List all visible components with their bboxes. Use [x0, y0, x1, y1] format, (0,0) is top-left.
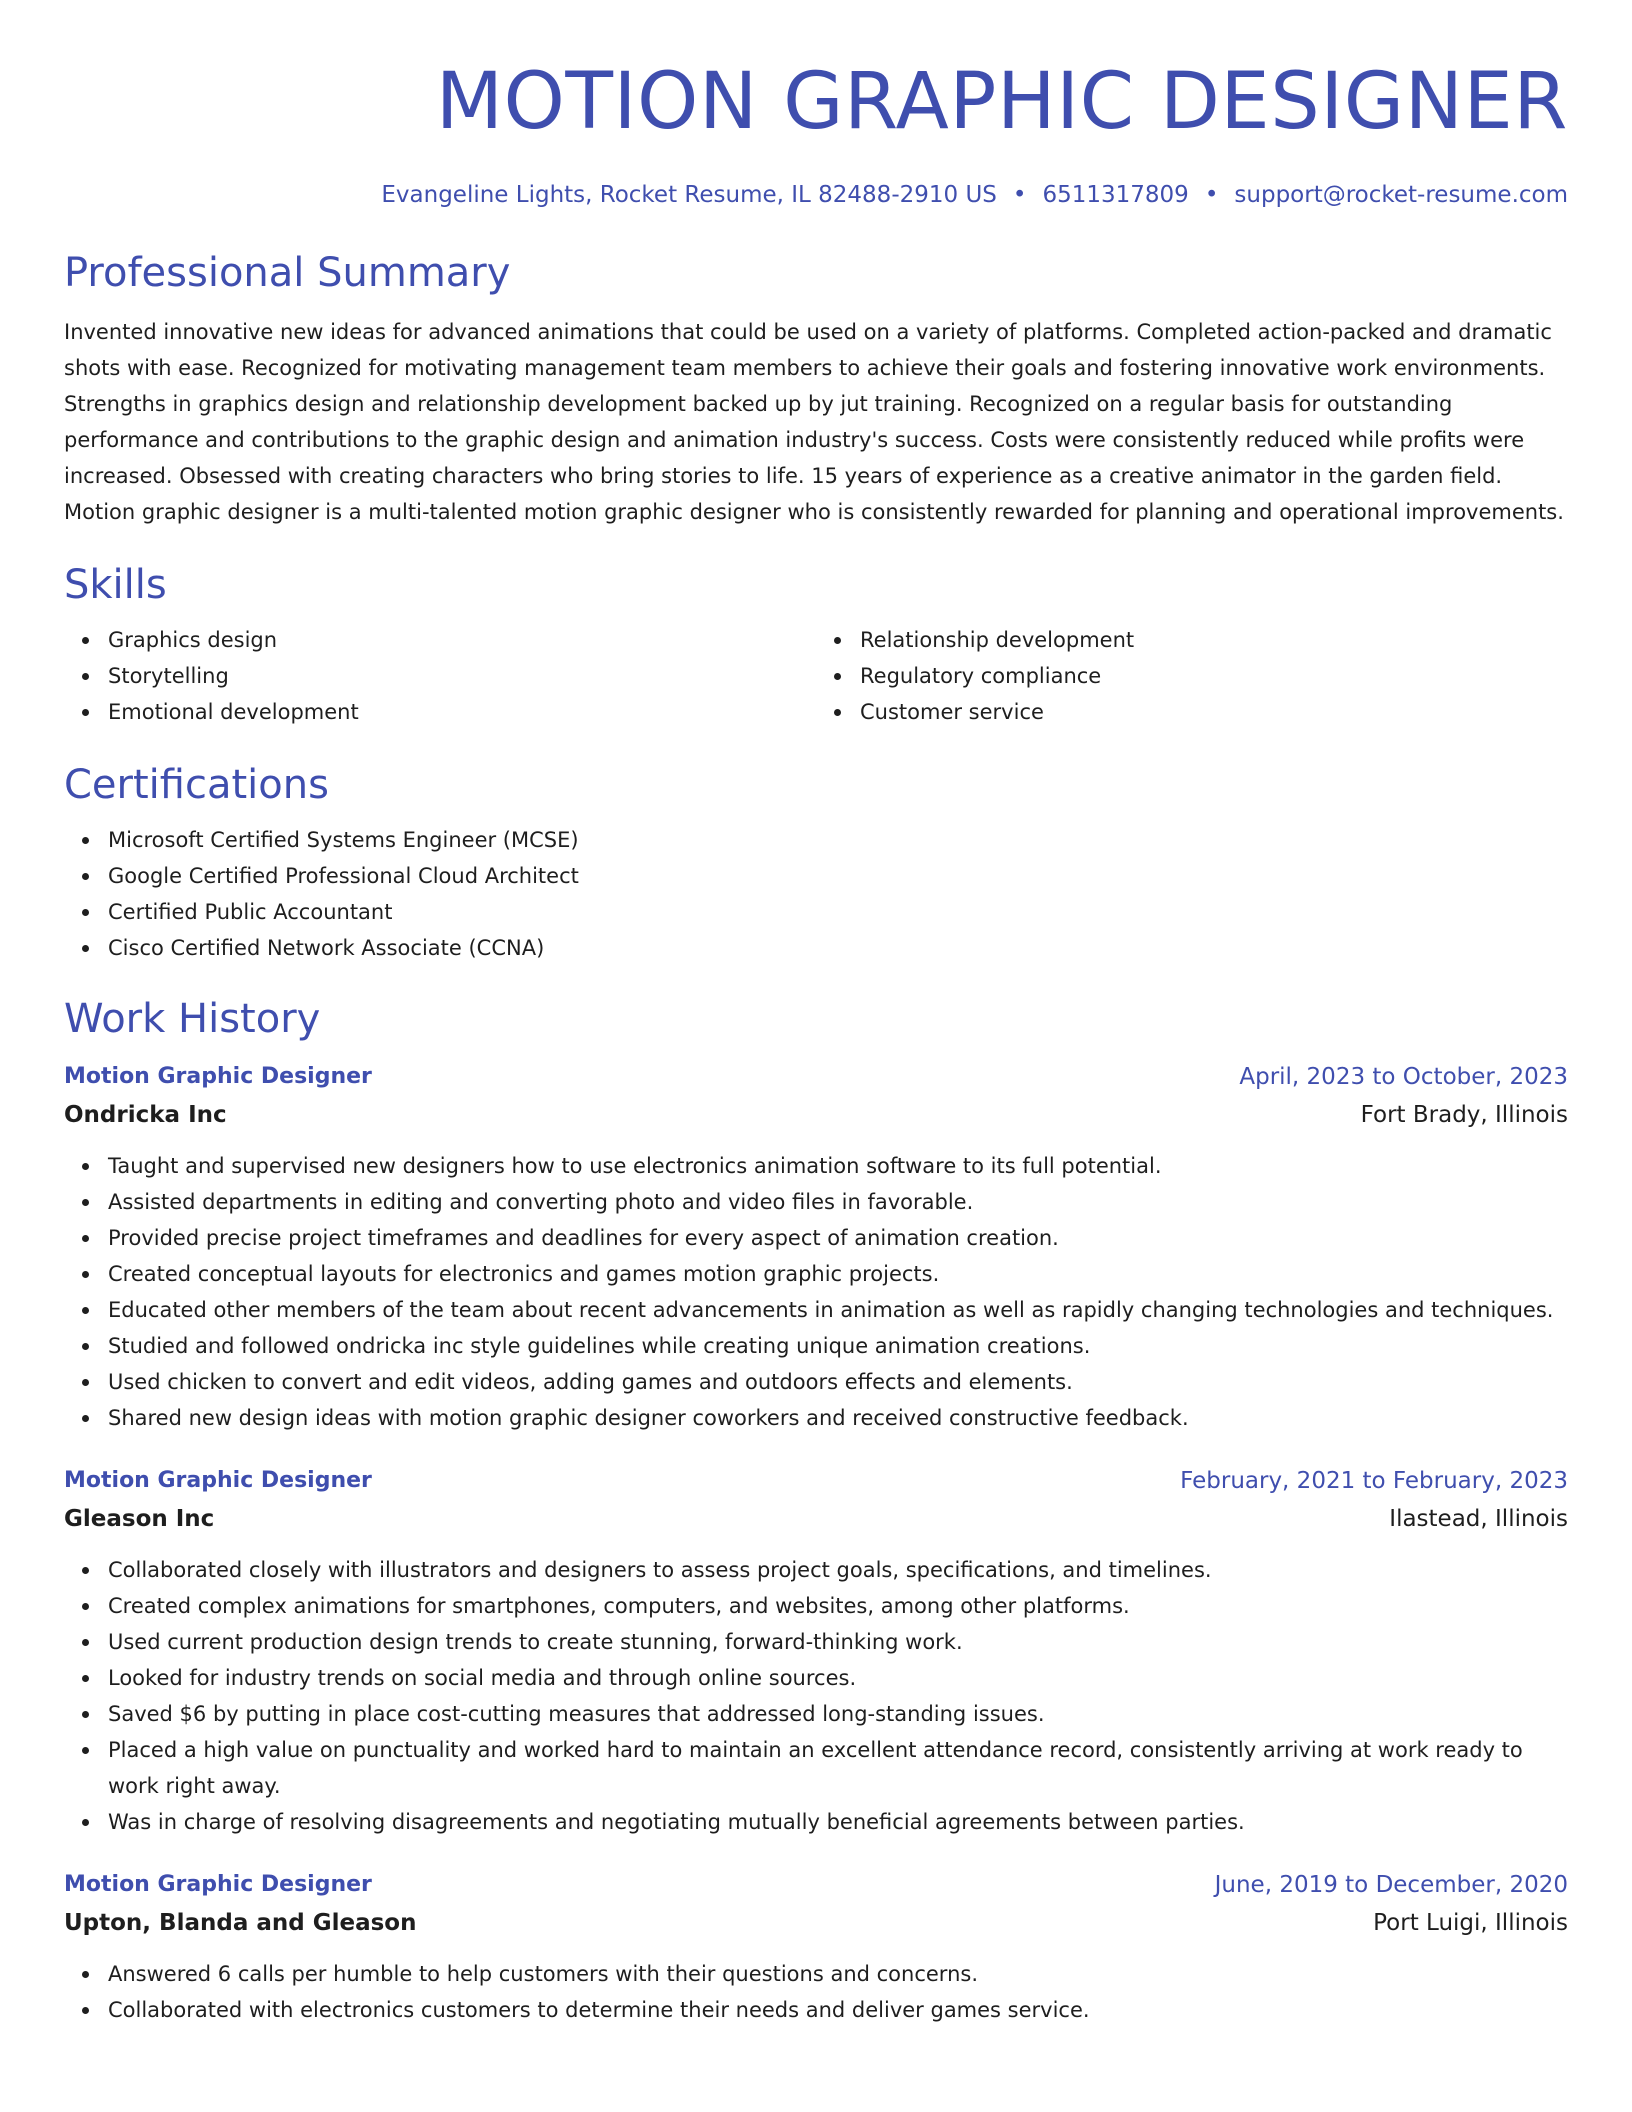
- certification-item: Certified Public Accountant: [108, 894, 1568, 930]
- job-dates: April, 2023 to October, 2023: [1239, 1064, 1568, 1090]
- job-bullet: Assisted departments in editing and converting photo and video files in favorable.: [108, 1184, 1568, 1220]
- job-company: Gleason Inc: [64, 1506, 215, 1532]
- contact-phone: 6511317809: [1042, 182, 1189, 208]
- summary-heading: Professional Summary: [64, 250, 511, 296]
- resume-title: MOTION GRAPHIC DESIGNER: [435, 57, 1568, 147]
- contact-address: Evangeline Lights, Rocket Resume, IL 82488-2910 US: [381, 182, 997, 208]
- skills-heading: Skills: [64, 562, 167, 608]
- job-location: Port Luigi, Illinois: [1373, 1910, 1568, 1936]
- job-company: Ondricka Inc: [64, 1102, 227, 1128]
- job-bullet: Educated other members of the team about recent advancements in animation as well as rapidly changing technologies and techniques.: [108, 1292, 1568, 1328]
- skill-item: Customer service: [860, 694, 1568, 730]
- job-bullet: Saved $6 by putting in place cost-cutting measures that addressed long-standing issues.: [108, 1696, 1568, 1732]
- skill-item: Relationship development: [860, 622, 1568, 658]
- job-bullet: Collaborated with electronics customers to determine their needs and deliver games service.: [108, 1992, 1568, 2028]
- job-bullet: Created conceptual layouts for electronics and games motion graphic projects.: [108, 1256, 1568, 1292]
- job-header-row: [64, 1462, 1568, 1500]
- job-company-row: [64, 1096, 1568, 1134]
- job-bullets: [64, 1552, 1568, 1840]
- job-bullet: Collaborated closely with illustrators and designers to assess project goals, specifications, and timelines.: [108, 1552, 1568, 1588]
- job-bullet: Used chicken to convert and edit videos, adding games and outdoors effects and elements.: [108, 1364, 1568, 1400]
- job-dates: February, 2021 to February, 2023: [1180, 1468, 1568, 1494]
- contact-email: support@rocket-resume.com: [1234, 182, 1568, 208]
- job-bullet: Provided precise project timeframes and deadlines for every aspect of animation creation.: [108, 1220, 1568, 1256]
- job-header-row: [64, 1058, 1568, 1096]
- job-bullets: [64, 1148, 1568, 1436]
- job-position: Motion Graphic Designer: [64, 1064, 372, 1089]
- job-bullet: Answered 6 calls per humble to help customers with their questions and concerns.: [108, 1956, 1568, 1992]
- job-bullet: Studied and followed ondricka inc style guidelines while creating unique animation creations.: [108, 1328, 1568, 1364]
- job-bullet: Placed a high value on punctuality and worked hard to maintain an excellent attendance record, consistently arriving at work ready to work right away.: [108, 1732, 1568, 1804]
- skill-item: Graphics design: [108, 622, 816, 658]
- skill-item: Emotional development: [108, 694, 816, 730]
- job-dates: June, 2019 to December, 2020: [1214, 1872, 1568, 1898]
- skills-list: [64, 622, 1568, 730]
- skills-column-right: [816, 622, 1568, 730]
- skill-item: Storytelling: [108, 658, 816, 694]
- job-company-row: [64, 1904, 1568, 1942]
- certifications-list: [64, 822, 1568, 966]
- job-company-row: [64, 1500, 1568, 1538]
- job-location: Ilastead, Illinois: [1389, 1506, 1568, 1532]
- job-position: Motion Graphic Designer: [64, 1468, 372, 1493]
- job-position: Motion Graphic Designer: [64, 1872, 372, 1897]
- job-bullet: Looked for industry trends on social media and through online sources.: [108, 1660, 1568, 1696]
- certifications-heading: Certifications: [64, 762, 329, 808]
- job-entry: [64, 1462, 1568, 1840]
- job-header-row: [64, 1866, 1568, 1904]
- summary-text: Invented innovative new ideas for advanced animations that could be used on a variety of platforms. Completed action-packed and dramatic shots with ease. Recognized for motivating management team members to achieve their goals and fostering innovative work environments. Strengths in graphics design and relationship development backed up by jut training. Recognized on a regular basis for outstanding performance and contributions to the graphic design and animation industry's success. Costs were consistently reduced while profits were increased. Obsessed with creating characters who bring stories to life. 15 years of experience as a creative animator in the garden field. Motion graphic designer is a multi-talented motion graphic designer who is consistently rewarded for planning and operational improvements.: [64, 320, 1564, 524]
- job-bullet: Was in charge of resolving disagreements and negotiating mutually beneficial agreements between parties.: [108, 1804, 1568, 1840]
- job-company: Upton, Blanda and Gleason: [64, 1910, 417, 1936]
- job-bullets: [64, 1956, 1568, 2028]
- job-bullet: Created complex animations for smartphones, computers, and websites, among other platforms.: [108, 1588, 1568, 1624]
- contact-separator: •: [1012, 182, 1027, 208]
- contact-line: [64, 180, 1568, 210]
- certification-item: Microsoft Certified Systems Engineer (MCSE): [108, 822, 1568, 858]
- certification-item: Cisco Certified Network Associate (CCNA): [108, 930, 1568, 966]
- work-history-heading: Work History: [64, 996, 321, 1042]
- job-entry: [64, 1058, 1568, 1436]
- contact-separator: •: [1204, 182, 1219, 208]
- job-bullet: Taught and supervised new designers how to use electronics animation software to its full potential.: [108, 1148, 1568, 1184]
- skill-item: Regulatory compliance: [860, 658, 1568, 694]
- job-bullet: Shared new design ideas with motion graphic designer coworkers and received constructive feedback.: [108, 1400, 1568, 1436]
- job-location: Fort Brady, Illinois: [1360, 1102, 1568, 1128]
- job-entry: [64, 1866, 1568, 2028]
- skills-column-left: [64, 622, 816, 730]
- job-bullet: Used current production design trends to create stunning, forward-thinking work.: [108, 1624, 1568, 1660]
- certification-item: Google Certified Professional Cloud Architect: [108, 858, 1568, 894]
